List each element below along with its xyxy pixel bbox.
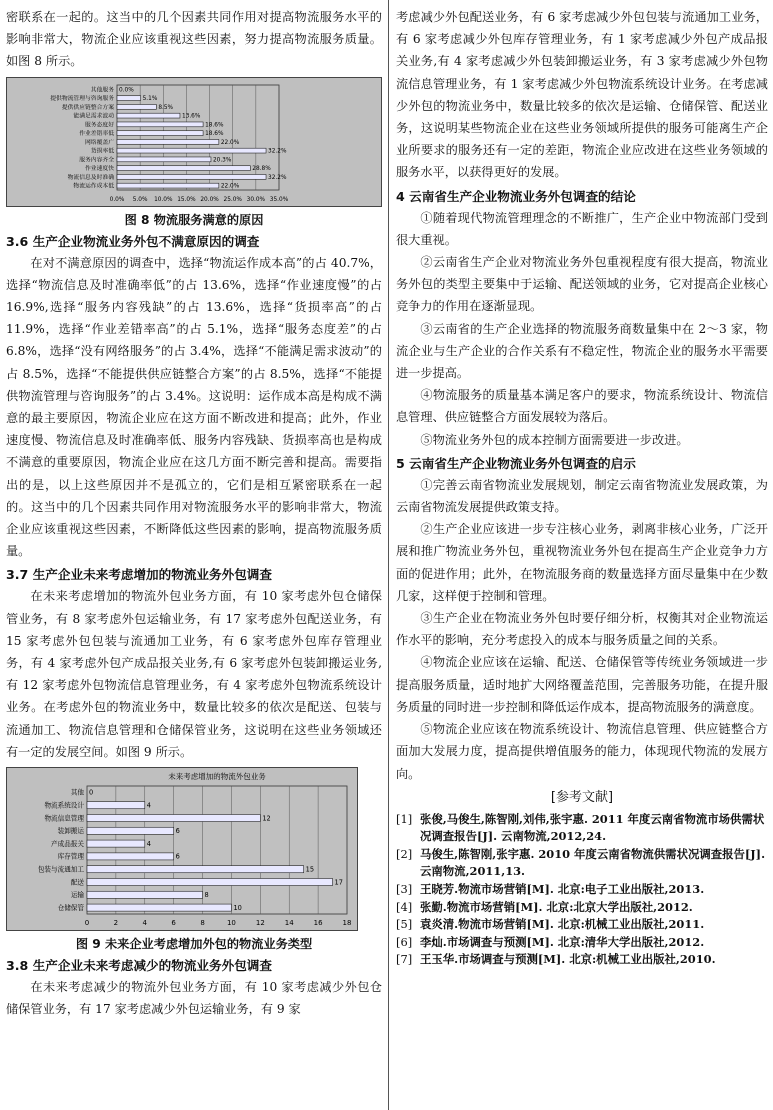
x-tick-label: 4	[142, 919, 148, 928]
bar	[87, 879, 333, 886]
reference-item	[396, 846, 768, 881]
data-label: 15	[305, 865, 315, 874]
data-label: 6	[175, 852, 180, 861]
references-title: [参考文献]	[550, 789, 614, 805]
right-column	[396, 6, 768, 969]
data-label: 22.0%	[220, 183, 240, 190]
conclusion-3: ③云南省的生产企业选择的物流服务商数量集中在 2～3 家，物流企业与生产企业的合作关系有不稳定性，物流企业的服务水平需要进一步提高。	[396, 321, 768, 381]
suggestion-3: ③生产企业在物流业务外包时要仔细分析，权衡其对企业物流运作水平的影响，充分考虑投入的成本与服务质量之间的关系。	[396, 611, 768, 648]
category-label: 物流运作成本低	[73, 183, 114, 190]
bar	[117, 174, 266, 179]
section-5-heading: 5 云南省生产企业物流业务外包调查的启示	[396, 455, 636, 471]
data-label: 32.2%	[268, 148, 287, 155]
x-tick-label: 12	[255, 919, 265, 928]
x-tick-label: 2	[113, 919, 119, 928]
reference-item	[396, 916, 768, 934]
data-label: 10	[233, 903, 242, 912]
left-column	[6, 6, 382, 1020]
x-tick-label: 0	[84, 919, 90, 928]
reference-text: 马俊生,陈智刚,张宇惠. 2010 年度云南省物流供需状况调查报告[J]. 云南物流,2011,13.	[420, 846, 766, 879]
data-label: 22.0%	[220, 139, 240, 146]
section-3-8-text: 在未来考虑减少的物流外包业务方面，有 10 家考虑减少外包仓储保管业务，有 17 家考虑减少外包运输业务，有 9 家	[6, 980, 382, 1017]
category-label: 物流系统设计	[44, 801, 84, 810]
x-tick-label: 30.0%	[246, 196, 266, 203]
bar	[117, 104, 156, 109]
reference-text: 李灿.市场调查与预测[M]. 北京:清华大学出版社,2012.	[420, 934, 705, 949]
reference-text: 王玉华.市场调查与预测[M]. 北京:机械工业出版社,2010.	[420, 952, 716, 967]
bar	[87, 866, 304, 873]
reference-number: [5]	[396, 917, 413, 932]
suggestion-5: ⑤物流企业应该在物流系统设计、物流信息管理、供应链整合方面加大发展力度，提高提供增值服务的能力，体现现代物流的发展方向。	[396, 722, 768, 781]
category-label: 物流信息管理	[44, 814, 84, 823]
bar	[117, 122, 203, 127]
section-3-6-text: 在对不满意原因的调查中，选择“物流运作成本高”的占 40.7%，选择“物流信息及时准确率低”的占 13.6%，选择“作业速度慢”的占 16.9%,选择“服务内容残缺”的占 13.6%，选择“货损率高”的占 11.9%，选择“作业差错率高”的占 5.1%，选择“服务态度差”的占 6.8%，选择“没有网络服务”的占 3.4%，选择“不能满足需求波动”的占 8.5%，选择“不能提供供应链整合方案”的占 8.5%，选择“不能提供物流管理与咨询服务”的占 3.4%。这说明：运作成本高是构成不满意的最主要原因，物流企业应在这方面不断改进和提高；此外，作业速度慢、物流信息及时准确率低、服务内容残缺、货损率高也是构成不满意的重要原因，物流企业应在这几方面不断完善和提高。需要指出的是，以上这些原因并不是孤立的，它们是相互紧密联系在一起的。这当中的几个因素共同作用对物流服务水平的影响非常大，物流企业应该重视这些因素，不断降低这些因素的影响，提高物流服务质量。	[6, 255, 382, 559]
bar	[87, 840, 145, 847]
figure-8-svg	[7, 78, 295, 206]
data-label: 8.5%	[158, 104, 174, 111]
reference-item	[396, 899, 768, 917]
category-label: 作业差错率低	[79, 130, 114, 137]
conclusion-2: ②云南省生产企业对物流业务外包重视程度有很大提高，物流业务外包的类型主要集中于运输、配送领域的业务，它对提高企业核心竞争力的作用在逐渐显现。	[396, 255, 768, 314]
x-tick-label: 6	[171, 919, 176, 928]
data-label: 20.3%	[212, 157, 232, 164]
reference-item	[396, 811, 768, 846]
category-label: 装卸搬运	[57, 827, 84, 836]
category-label: 库存管理	[57, 852, 84, 861]
figure-8-chart	[6, 77, 382, 207]
reference-item	[396, 881, 768, 899]
reference-item	[396, 934, 768, 952]
category-label: 物流信息及时准确	[67, 174, 114, 181]
bar	[87, 827, 174, 834]
category-label: 服务态度好	[85, 122, 114, 129]
bar	[87, 891, 203, 898]
bar	[117, 165, 250, 170]
reference-text: 张俊,马俊生,陈智刚,刘伟,张宇惠. 2011 年度云南省物流市场供需状况调查报告[J]. 云南物流,2012,24.	[420, 811, 765, 844]
bar	[117, 157, 211, 162]
reference-number: [1]	[396, 811, 413, 826]
reference-number: [2]	[396, 846, 413, 861]
section-4-heading: 4 云南省生产企业物流业务外包调查的结论	[396, 188, 636, 204]
figure-9-caption: 图 9 未来企业考虑增加外包的物流业务类型	[75, 937, 313, 952]
suggestion-4: ④物流企业应该在运输、配送、仓储保管等传统业务领域进一步提高服务质量，适时地扩大网络覆盖范围，完善服务功能，在提升服务质量的同时进一步控制和降低运作成本，提高物流服务的满意度。	[396, 655, 768, 714]
bar	[87, 815, 260, 822]
x-tick-label: 10	[226, 919, 236, 928]
section-3-8-continued: 考虑减少外包配送业务，有 6 家考虑减少外包包装与流通加工业务，有 6 家考虑减少外包库存管理业务，有 1 家考虑减少外包产成品报关业务,有 4 家考虑减少外包装卸搬运业务，有 3 家考虑减少外包物流信息管理业务，有 1 家考虑减少外包物流系统设计业务。在考虑减少外包的物流业务中，数量比较多的依次是运输、仓储保管、配送业务，这说明某些物流企业在这些业务领域所提供的服务可能离生产企业所要求的服务还有一定的差距，物流企业应改进在这些业务领域的服务水平，以获得更好的发展。	[396, 10, 768, 180]
x-tick-label: 20.0%	[200, 196, 219, 203]
category-label: 提供供应链整合方案	[61, 104, 114, 111]
category-label: 提供物流管理与咨询服务	[50, 95, 114, 102]
reference-item	[396, 951, 768, 969]
data-label: 5.1%	[142, 95, 158, 102]
category-label: 包装与流通加工	[37, 865, 84, 874]
data-label: 0.0%	[119, 87, 134, 94]
bar	[87, 853, 174, 860]
figure-9-svg	[7, 768, 357, 930]
x-tick-label: 5.0%	[132, 196, 148, 203]
data-label: 18.6%	[205, 122, 224, 129]
bar	[117, 130, 203, 135]
category-label: 运输	[70, 891, 84, 900]
category-label: 产成品报关	[51, 839, 84, 848]
data-label: 4	[146, 839, 151, 848]
section-3-7-heading: 3.7 生产企业未来考虑增加的物流业务外包调查	[6, 567, 272, 583]
x-tick-label: 8	[200, 919, 205, 928]
x-tick-label: 10.0%	[154, 196, 173, 203]
data-label: 8	[204, 891, 209, 900]
x-tick-label: 18	[342, 919, 352, 928]
section-3-8-heading: 3.8 生产企业未来考虑减少的物流业务外包调查	[6, 958, 272, 974]
bar	[117, 95, 141, 100]
category-label: 仓储保管	[57, 903, 84, 912]
chart-title: 未来考虑增加的物流外包业务	[168, 772, 266, 782]
category-label: 其他服务	[90, 87, 114, 94]
references-list	[396, 811, 768, 969]
data-label: 32.2%	[268, 174, 287, 181]
category-label: 网络覆盖广	[85, 139, 114, 146]
data-label: 28.8%	[252, 165, 271, 172]
x-tick-label: 14	[284, 919, 294, 928]
suggestion-1: ①完善云南省物流业发展规划，制定云南省物流业发展政策，为云南省物流发展提供政策支持。	[396, 477, 768, 515]
section-3-6-heading: 3.6 生产企业物流业务外包不满意原因的调查	[6, 233, 260, 249]
column-divider	[388, 0, 389, 1110]
category-label: 配送	[70, 878, 84, 887]
reference-number: [4]	[396, 899, 413, 914]
bar	[117, 148, 266, 153]
reference-text: 张勤.物流市场营销[M]. 北京:北京大学出版社,2012.	[420, 899, 693, 914]
conclusion-4: ④物流服务的质量基本满足客户的要求，物流系统设计、物流信息管理、供应链整合方面发展较为落后。	[396, 388, 768, 425]
x-tick-label: 15.0%	[177, 196, 196, 203]
reference-number: [3]	[396, 882, 413, 897]
x-tick-label: 25.0%	[223, 196, 242, 203]
bar	[87, 802, 145, 809]
x-tick-label: 16	[313, 919, 323, 928]
bar	[117, 183, 219, 188]
category-label: 能满足需求波动	[73, 113, 114, 120]
data-label: 17	[334, 878, 343, 887]
bar	[117, 113, 180, 118]
reference-number: [6]	[396, 934, 413, 949]
category-label: 服务内容齐全	[79, 157, 114, 164]
data-label: 18.6%	[205, 130, 224, 137]
figure-8-caption: 图 8 物流服务满意的原因	[124, 212, 264, 227]
reference-number: [7]	[396, 952, 413, 967]
data-label: 13.6%	[181, 113, 201, 120]
x-tick-label: 0.0%	[109, 196, 125, 203]
data-label: 6	[175, 827, 180, 836]
bar	[87, 904, 231, 911]
x-tick-label: 35.0%	[269, 196, 289, 203]
figure-9-chart	[6, 767, 358, 931]
suggestion-2: ②生产企业应该进一步专注核心业务，剥离非核心业务，广泛开展和推广物流业务外包，重视物流业务外包在提高生产企业竞争力方面的促进作用；此外，在物流服务商的数量选择方面尽量集中在少数几家，这样便于控制和管理。	[396, 522, 768, 603]
data-label: 4	[146, 801, 151, 810]
reference-text: 王晓芳.物流市场营销[M]. 北京:电子工业出版社,2013.	[420, 882, 705, 897]
data-label: 12	[262, 814, 271, 823]
reference-text: 袁炎清.物流市场营销[M]. 北京:机械工业出版社,2011.	[420, 917, 705, 932]
category-label: 货损率低	[90, 148, 114, 155]
data-label: 0	[89, 788, 94, 797]
conclusion-5: ⑤物流业务外包的成本控制方面需要进一步改进。	[420, 432, 689, 447]
section-3-7-text: 在未来考虑增加的物流外包业务方面，有 10 家考虑外包仓储保管业务，有 8 家考虑外包运输业务，有 17 家考虑外包配送业务，有 15 家考虑外包包装与流通加工业务，有 6 家考虑外包库存管理业务，有 4 家考虑外包产成品报关业务,有 6 家考虑外包装卸搬运业务,有 12 家考虑外包物流信息管理业务，有 4 家考虑外包物流系统设计业务。在考虑外包的物流业务中，数量比较多的依次是配送、包装与流通加工、物流信息管理和仓储保管业务，这说明在这些业务领域还有一定的发展空间。如图 9 所示。	[6, 589, 382, 759]
bar	[117, 139, 219, 144]
conclusion-1: ①随着现代物流管理理念的不断推广，生产企业中物流部门受到很大重视。	[396, 210, 768, 247]
paragraph-intro: 密联系在一起的。这当中的几个因素共同作用对提高物流服务水平的影响非常大，物流企业应该重视这些因素，努力提高物流服务质量。如图 8 所示。	[6, 10, 382, 69]
category-label: 作业速度快	[85, 165, 114, 172]
category-label: 其他	[70, 788, 84, 797]
